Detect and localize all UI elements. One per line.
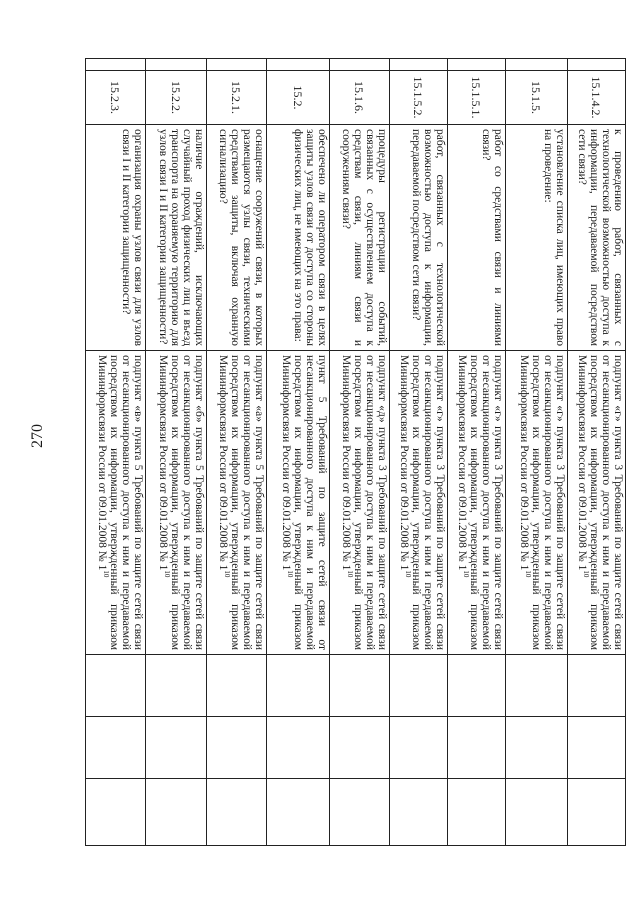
row-number: 15.1.5.2. <box>390 71 448 125</box>
requirement-question: работ со средствами связи и линиями связи? <box>448 125 506 351</box>
table-cell-blank <box>267 59 330 71</box>
answer-cell-no <box>267 717 330 779</box>
table-row <box>267 59 330 846</box>
requirement-question: к проведению работ, связанных с технологической возможностью доступа к информации, передаваемой посредством сети связи? <box>568 125 626 351</box>
legal-reference-text: пункт 5 Требований по защите сетей связи от несанкционированного доступа к ним и передаваемой посредством их информации, утвержденный приказом Мининформсвязи России от 09.01.2008 № 1 <box>280 355 328 650</box>
answer-cell-note <box>207 779 267 846</box>
table-cell-blank <box>506 59 568 71</box>
legal-reference-text: подпункт «г» пункта 3 Требований по защите сетей связи от несанкционированного доступа к ним и передаваемой посредством их информации, утвержденный приказом Мининформсвязи России от 09.01.2008 № 1 <box>576 355 624 650</box>
requirement-question: наличие ограждений, исключающих случайный проход физических лиц и въезд транспорта на охраняемую территорию для узлов связи I и II категории защищенности? <box>146 125 207 351</box>
legal-reference <box>390 351 448 655</box>
answer-cell-yes <box>448 655 506 717</box>
answer-cell-no <box>330 717 390 779</box>
table-cell-blank <box>330 59 390 71</box>
legal-reference <box>506 351 568 655</box>
footnote-marker: 10 <box>581 570 590 578</box>
answer-cell-no <box>207 717 267 779</box>
legal-reference-text: подпункт «д» пункта 3 Требований по защите сетей связи от несанкционированного доступа к ним и передаваемой посредством их информации, утвержденный приказом Мининформсвязи России от 09.01.2008 № 1 <box>340 355 388 650</box>
requirement-question: работ, связанных с технологической возможностью доступа к информации, передаваемой посредством сети связи? <box>390 125 448 351</box>
footnote-marker: 10 <box>345 570 354 578</box>
table-cell-blank <box>86 59 146 71</box>
legal-reference-text: подпункт «г» пункта 3 Требований по защите сетей связи от несанкционированного доступа к ним и передаваемой посредством их информации, утвержденный приказом Мининформсвязи России от 09.01.2008 № 1 <box>398 355 446 650</box>
answer-cell-no <box>146 717 207 779</box>
answer-cell-note <box>448 779 506 846</box>
answer-cell-no <box>390 717 448 779</box>
answer-cell-no <box>448 717 506 779</box>
legal-reference <box>86 351 146 655</box>
footnote-marker: 10 <box>523 570 532 578</box>
requirement-question: организация охраны узлов связи для узлов связи I и II категории защищенности? <box>86 125 146 351</box>
answer-cell-yes <box>207 655 267 717</box>
row-number: 15.1.4.2. <box>568 71 626 125</box>
answer-cell-yes <box>390 655 448 717</box>
table-row <box>448 59 506 846</box>
answer-cell-note <box>390 779 448 846</box>
answer-cell-note <box>506 779 568 846</box>
answer-cell-yes <box>568 655 626 717</box>
row-number: 15.2. <box>267 71 330 125</box>
answer-cell-note <box>568 779 626 846</box>
footnote-marker: 10 <box>222 570 231 578</box>
answer-cell-no <box>568 717 626 779</box>
footnote-marker: 10 <box>403 570 412 578</box>
legal-reference-text: подпункт «в» пункта 5 Требований по защите сетей связи от несанкционированного доступа к ним и передаваемой посредством их информации, утвержденный приказом Мининформсвязи России от 09.01.2008 № 1 <box>96 355 144 650</box>
checklist-table-sheet <box>86 58 626 845</box>
row-number: 15.2.1. <box>207 71 267 125</box>
table-row <box>330 59 390 846</box>
footnote-marker: 10 <box>285 570 294 578</box>
table-row <box>146 59 207 846</box>
footnote-marker: 10 <box>162 570 171 578</box>
table-cell-blank <box>390 59 448 71</box>
table-row <box>506 59 568 846</box>
answer-cell-no <box>506 717 568 779</box>
legal-reference-text: подпункт «а» пункта 5 Требований по защите сетей связи от несанкционированного доступа к ним и передаваемой посредством их информации, утвержденный приказом Мининформсвязи России от 09.01.2008 № 1 <box>217 355 265 650</box>
answer-cell-no <box>86 717 146 779</box>
answer-cell-note <box>86 779 146 846</box>
requirement-question: обеспечено ли оператором связи в целях защиты узлов связи от доступа со стороны физических лиц, не имеющих на это права: <box>267 125 330 351</box>
footnote-marker: 10 <box>461 570 470 578</box>
answer-cell-yes <box>146 655 207 717</box>
legal-reference <box>146 351 207 655</box>
page-number: 270 <box>29 424 46 448</box>
requirement-question: процедуры регистрации событий, связанных с осуществлением доступа к средствам связи, линиям связи и сооружениям связи? <box>330 125 390 351</box>
table-cell-blank <box>146 59 207 71</box>
row-number: 15.2.2. <box>146 71 207 125</box>
footnote-marker: 10 <box>101 570 110 578</box>
legal-reference <box>207 351 267 655</box>
answer-cell-yes <box>86 655 146 717</box>
answer-cell-note <box>330 779 390 846</box>
table-row <box>568 59 626 846</box>
answer-cell-yes <box>506 655 568 717</box>
legal-reference <box>568 351 626 655</box>
table-row <box>86 59 146 846</box>
checklist-table <box>85 58 626 846</box>
legal-reference-text: подпункт «г» пункта 3 Требований по защите сетей связи от несанкционированного доступа к ним и передаваемой посредством их информации, утвержденный приказом Мининформсвязи России от 09.01.2008 № 1 <box>518 355 566 650</box>
table-cell-blank <box>207 59 267 71</box>
legal-reference-text: подпункт «б» пункта 5 Требований по защите сетей связи от несанкционированного доступа к ним и передаваемой посредством их информации, утвержденный приказом Мининформсвязи России от 09.01.2008 № 1 <box>157 355 205 650</box>
requirement-question: установление списка лиц, имеющих право на проведение: <box>506 125 568 351</box>
legal-reference <box>267 351 330 655</box>
table-row <box>207 59 267 846</box>
answer-cell-yes <box>267 655 330 717</box>
legal-reference <box>448 351 506 655</box>
table-cell-blank <box>568 59 626 71</box>
table-cell-blank <box>448 59 506 71</box>
row-number: 15.2.3. <box>86 71 146 125</box>
requirement-question: оснащение сооружений связи, в которых размещаются узлы связи, техническими средствами защиты, включая охранную сигнализацию? <box>207 125 267 351</box>
legal-reference <box>330 351 390 655</box>
answer-cell-yes <box>330 655 390 717</box>
answer-cell-note <box>146 779 207 846</box>
table-row <box>390 59 448 846</box>
answer-cell-note <box>267 779 330 846</box>
row-number: 15.1.5. <box>506 71 568 125</box>
row-number: 15.1.5.1. <box>448 71 506 125</box>
row-number: 15.1.6. <box>330 71 390 125</box>
legal-reference-text: подпункт «г» пункта 3 Требований по защите сетей связи от несанкционированного доступа к ним и передаваемой посредством их информации, утвержденный приказом Мининформсвязи России от 09.01.2008 № 1 <box>456 355 504 650</box>
